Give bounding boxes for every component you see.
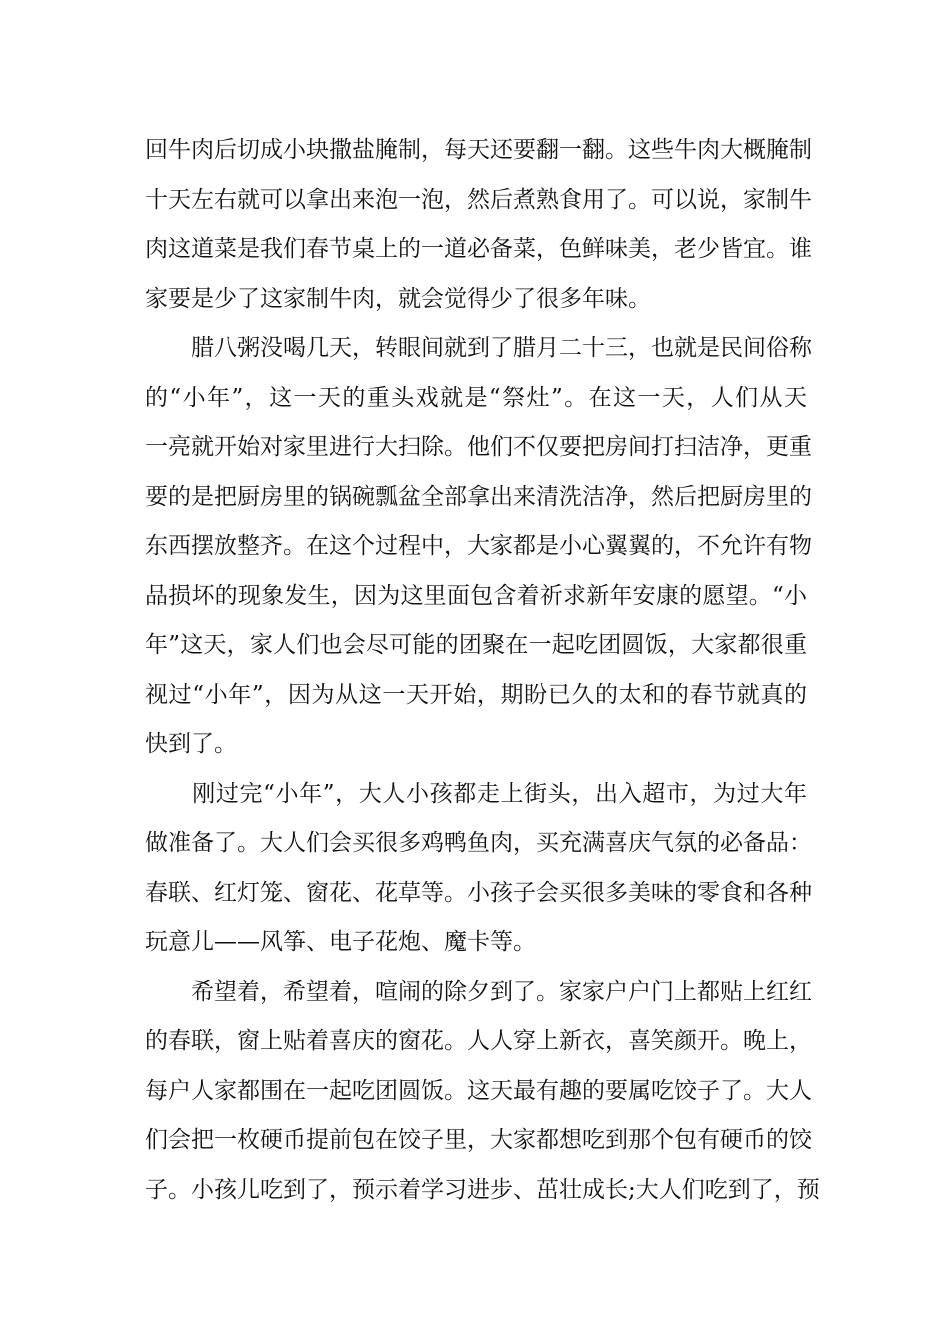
paragraph-shopping [145,770,812,968]
text-line: 家要是少了这家制牛肉，就会觉得少了很多年味。 [145,285,651,312]
paragraph-new-years-eve [145,968,820,1216]
text-line: 刚过完“小年”，大人小孩都走上街头，出入超市，为过大年 [145,780,807,807]
text-line: 希望着，希望着，喧闹的除夕到了。家家户户门上都贴上红红 [145,978,812,1005]
text-line: 回牛肉后切成小块撒盐腌制，每天还要翻一翻。这些牛肉大概腌制 [145,137,812,163]
document-page [145,126,820,1215]
text-line: 做准备了。大人们会买很多鸡鸭鱼肉，买充满喜庆气氛的必备品： [145,830,812,856]
text-line: 十天左右就可以拿出来泡一泡，然后煮熟食用了。可以说，家制牛 [145,186,812,213]
text-line: 品损坏的现象发生，因为这里面包含着祈求新年安康的愿望。“小 [145,582,807,609]
text-line: 春联、红灯笼、窗花、花草等。小孩子会买很多美味的零食和各种 [145,879,812,906]
text-line: 东西摆放整齐。在这个过程中，大家都是小心翼翼的，不允许有物 [145,533,812,559]
text-line: 每户人家都围在一起吃团圆饭。这天最有趣的要属吃饺子了。大人 [145,1077,812,1104]
text-line: 子。小孩儿吃到了，预示着学习进步、茁壮成长;大人们吃到了，预 [145,1176,820,1203]
paragraph-little-new-year [145,324,812,770]
text-line: 年”这天，家人们也会尽可能的团聚在一起吃团圆饭，大家都很重 [145,632,807,658]
text-line: 一亮就开始对家里进行大扫除。他们不仅要把房间打扫洁净，更重 [145,434,812,460]
text-line: 腊八粥没喝几天，转眼间就到了腊月二十三，也就是民间俗称 [145,335,812,361]
paragraph-beef [145,126,812,324]
text-line: 肉这道菜是我们春节桌上的一道必备菜，色鲜味美，老少皆宜。谁 [145,236,812,262]
text-line: 们会把一枚硬币提前包在饺子里，大家都想吃到那个包有硬币的饺 [145,1127,812,1153]
text-line: 视过“小年”，因为从这一天开始，期盼已久的太和的春节就真的 [145,681,807,708]
text-line: 的“小年”，这一天的重头戏就是“祭灶”。在这一天，人们从天 [145,384,807,411]
text-line: 快到了。 [145,731,237,757]
text-line: 的春联，窗上贴着喜庆的窗花。人人穿上新衣，喜笑颜开。晚上， [145,1028,812,1054]
text-line: 要的是把厨房里的锅碗瓢盆全部拿出来清洗洁净，然后把厨房里的 [145,483,812,510]
text-line: 玩意儿——风筝、电子花炮、魔卡等。 [145,929,536,955]
